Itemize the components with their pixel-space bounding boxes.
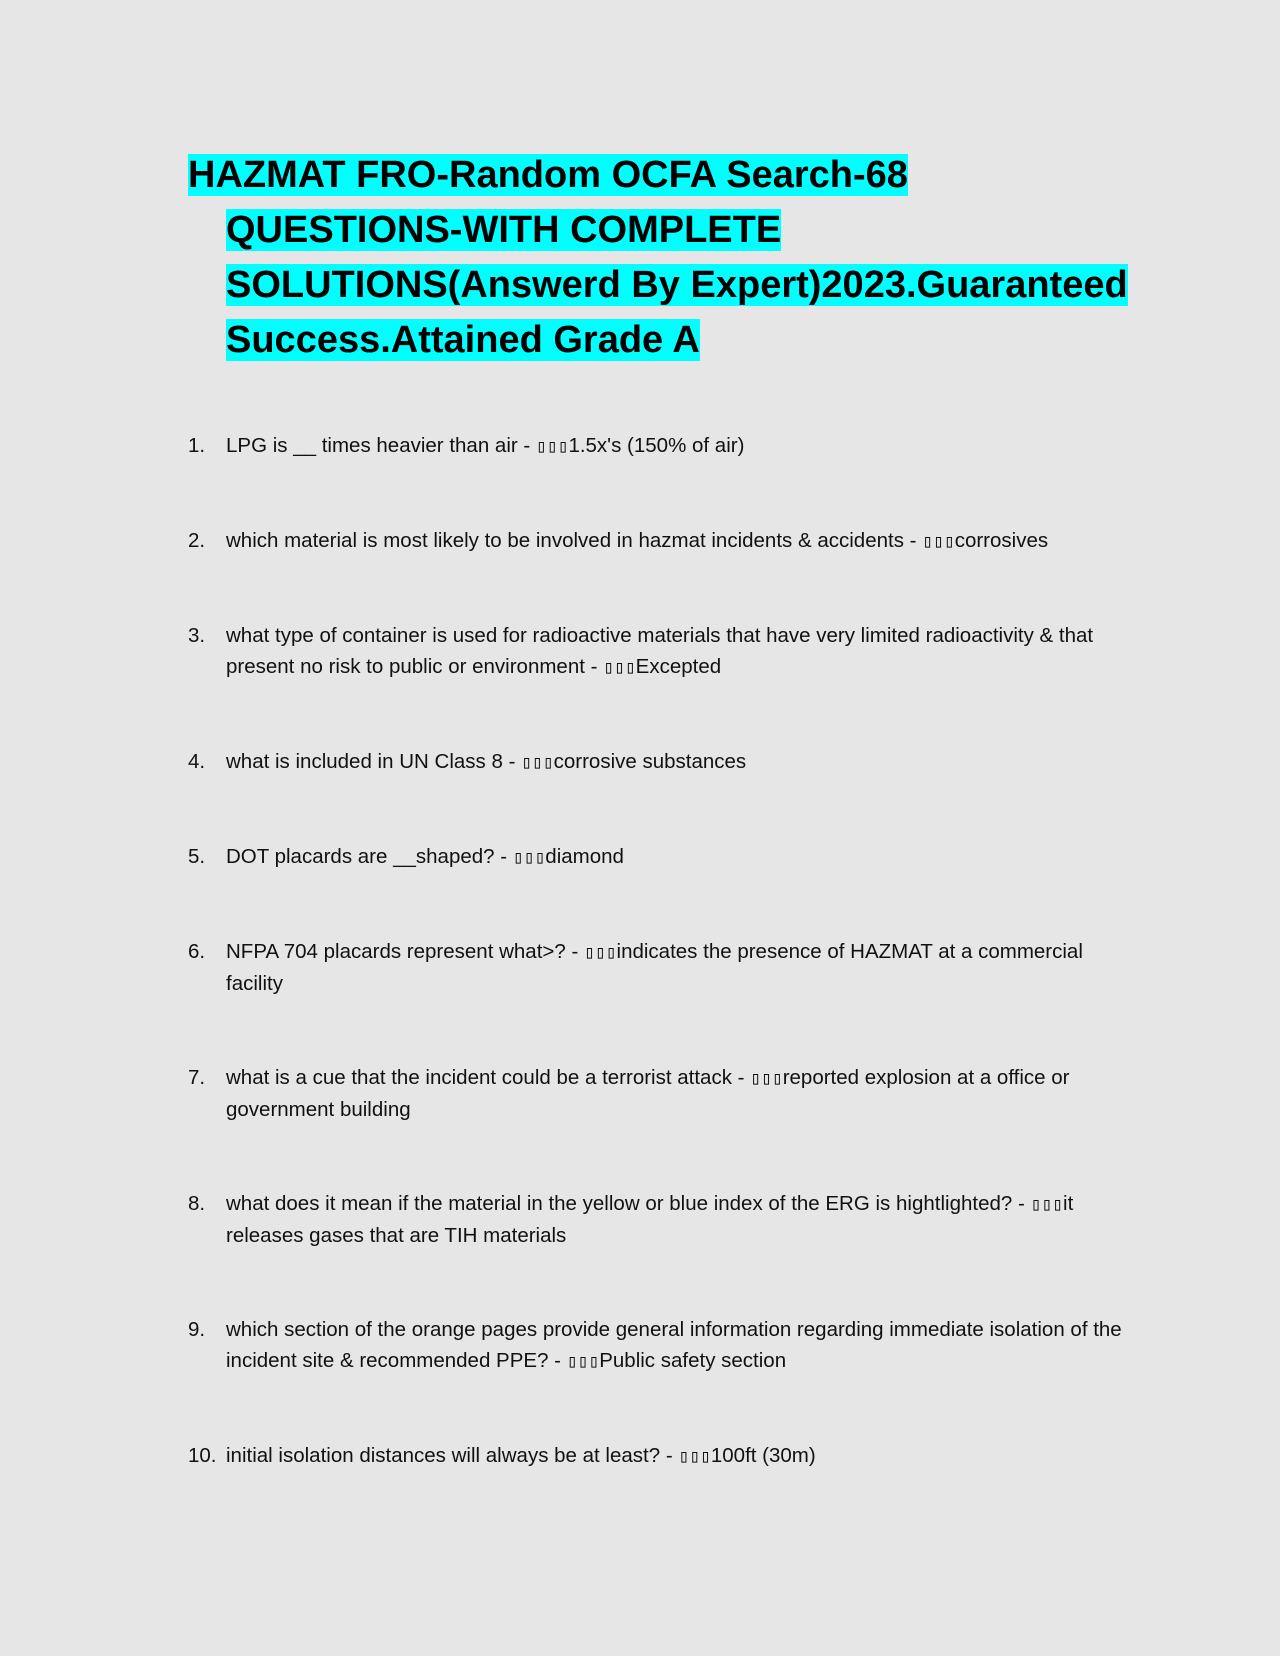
answer-text: corrosive substances — [553, 750, 747, 773]
item-number: 6. — [188, 940, 206, 963]
item-number: 7. — [188, 1066, 206, 1089]
question-text: which section of the orange pages provide general information regarding immediate isolation of the incident site & recommended PPE? — [226, 1318, 1122, 1372]
title-highlight: HAZMAT FRO-Random OCFA Search-68 QUESTIONS-WITH COMPLETE SOLUTIONS(Answerd By Expert)2023.Guaranteed Success.Attained Grade A — [188, 154, 1128, 361]
answer-marker-icon: ▯▯▯ — [584, 942, 617, 963]
answer-text: indicates the presence of HAZMAT at a commercial facility — [226, 940, 1083, 995]
answer-text: corrosives — [954, 529, 1049, 552]
answer-marker-icon: ▯▯▯ — [566, 1351, 600, 1372]
separator: - — [584, 655, 604, 678]
list-item — [188, 1062, 1128, 1125]
separator: - — [548, 1349, 567, 1372]
separator: - — [565, 940, 584, 963]
item-number: 1. — [188, 434, 206, 457]
separator: - — [517, 434, 536, 457]
question-text: NFPA 704 placards represent what>? — [226, 940, 566, 963]
answer-text: diamond — [545, 845, 624, 868]
question-text: initial isolation distances will always be at least? — [226, 1444, 661, 1467]
answer-marker-icon: ▯▯▯ — [512, 847, 546, 868]
answer-text: reported explosion at a office or government building — [226, 1066, 1070, 1121]
document-title — [188, 148, 1128, 368]
list-item — [188, 841, 1128, 873]
separator: - — [731, 1066, 751, 1089]
question-text: which material is most likely to be involved in hazmat incidents & accidents — [226, 529, 904, 552]
answer-text: 100ft (30m) — [710, 1444, 816, 1467]
document-page — [188, 148, 1128, 1535]
separator: - — [903, 529, 923, 552]
question-text: DOT placards are __shaped? — [226, 845, 495, 868]
question-list — [188, 430, 1128, 1472]
item-number: 9. — [188, 1318, 206, 1341]
item-number: 8. — [188, 1192, 206, 1215]
answer-marker-icon: ▯▯▯ — [922, 531, 955, 552]
question-text: what is included in UN Class 8 — [226, 750, 503, 773]
question-text: what type of container is used for radioactive materials that have very limited radioactivity & that present no risk to public or environment — [226, 624, 1094, 678]
list-item — [188, 430, 1128, 462]
answer-marker-icon: ▯▯▯ — [535, 436, 569, 457]
answer-text: Public safety section — [599, 1349, 787, 1372]
answer-text: Excepted — [635, 655, 722, 678]
list-item — [188, 620, 1128, 683]
item-number: 3. — [188, 624, 206, 647]
answer-text: it releases gases that are TIH materials — [226, 1192, 1074, 1247]
list-item — [188, 936, 1128, 999]
item-number: 4. — [188, 750, 206, 773]
list-item — [188, 1440, 1128, 1472]
separator: - — [660, 1444, 679, 1467]
question-text: what does it mean if the material in the yellow or blue index of the ERG is hightlighted? — [226, 1192, 1013, 1215]
item-number: 10. — [188, 1444, 217, 1467]
answer-marker-icon: ▯▯▯ — [678, 1446, 711, 1467]
question-text: LPG is __ times heavier than air — [226, 434, 518, 457]
answer-marker-icon: ▯▯▯ — [603, 657, 636, 678]
item-number: 5. — [188, 845, 206, 868]
separator: - — [494, 845, 513, 868]
answer-marker-icon: ▯▯▯ — [521, 752, 554, 773]
answer-marker-icon: ▯▯▯ — [1030, 1194, 1064, 1215]
list-item — [188, 746, 1128, 778]
answer-text: 1.5x's (150% of air) — [568, 434, 745, 457]
answer-marker-icon: ▯▯▯ — [750, 1068, 783, 1089]
list-item — [188, 1188, 1128, 1251]
separator: - — [502, 750, 522, 773]
list-item — [188, 525, 1128, 557]
separator: - — [1012, 1192, 1031, 1215]
item-number: 2. — [188, 529, 206, 552]
question-text: what is a cue that the incident could be a terrorist attack — [226, 1066, 732, 1089]
list-item — [188, 1314, 1128, 1377]
